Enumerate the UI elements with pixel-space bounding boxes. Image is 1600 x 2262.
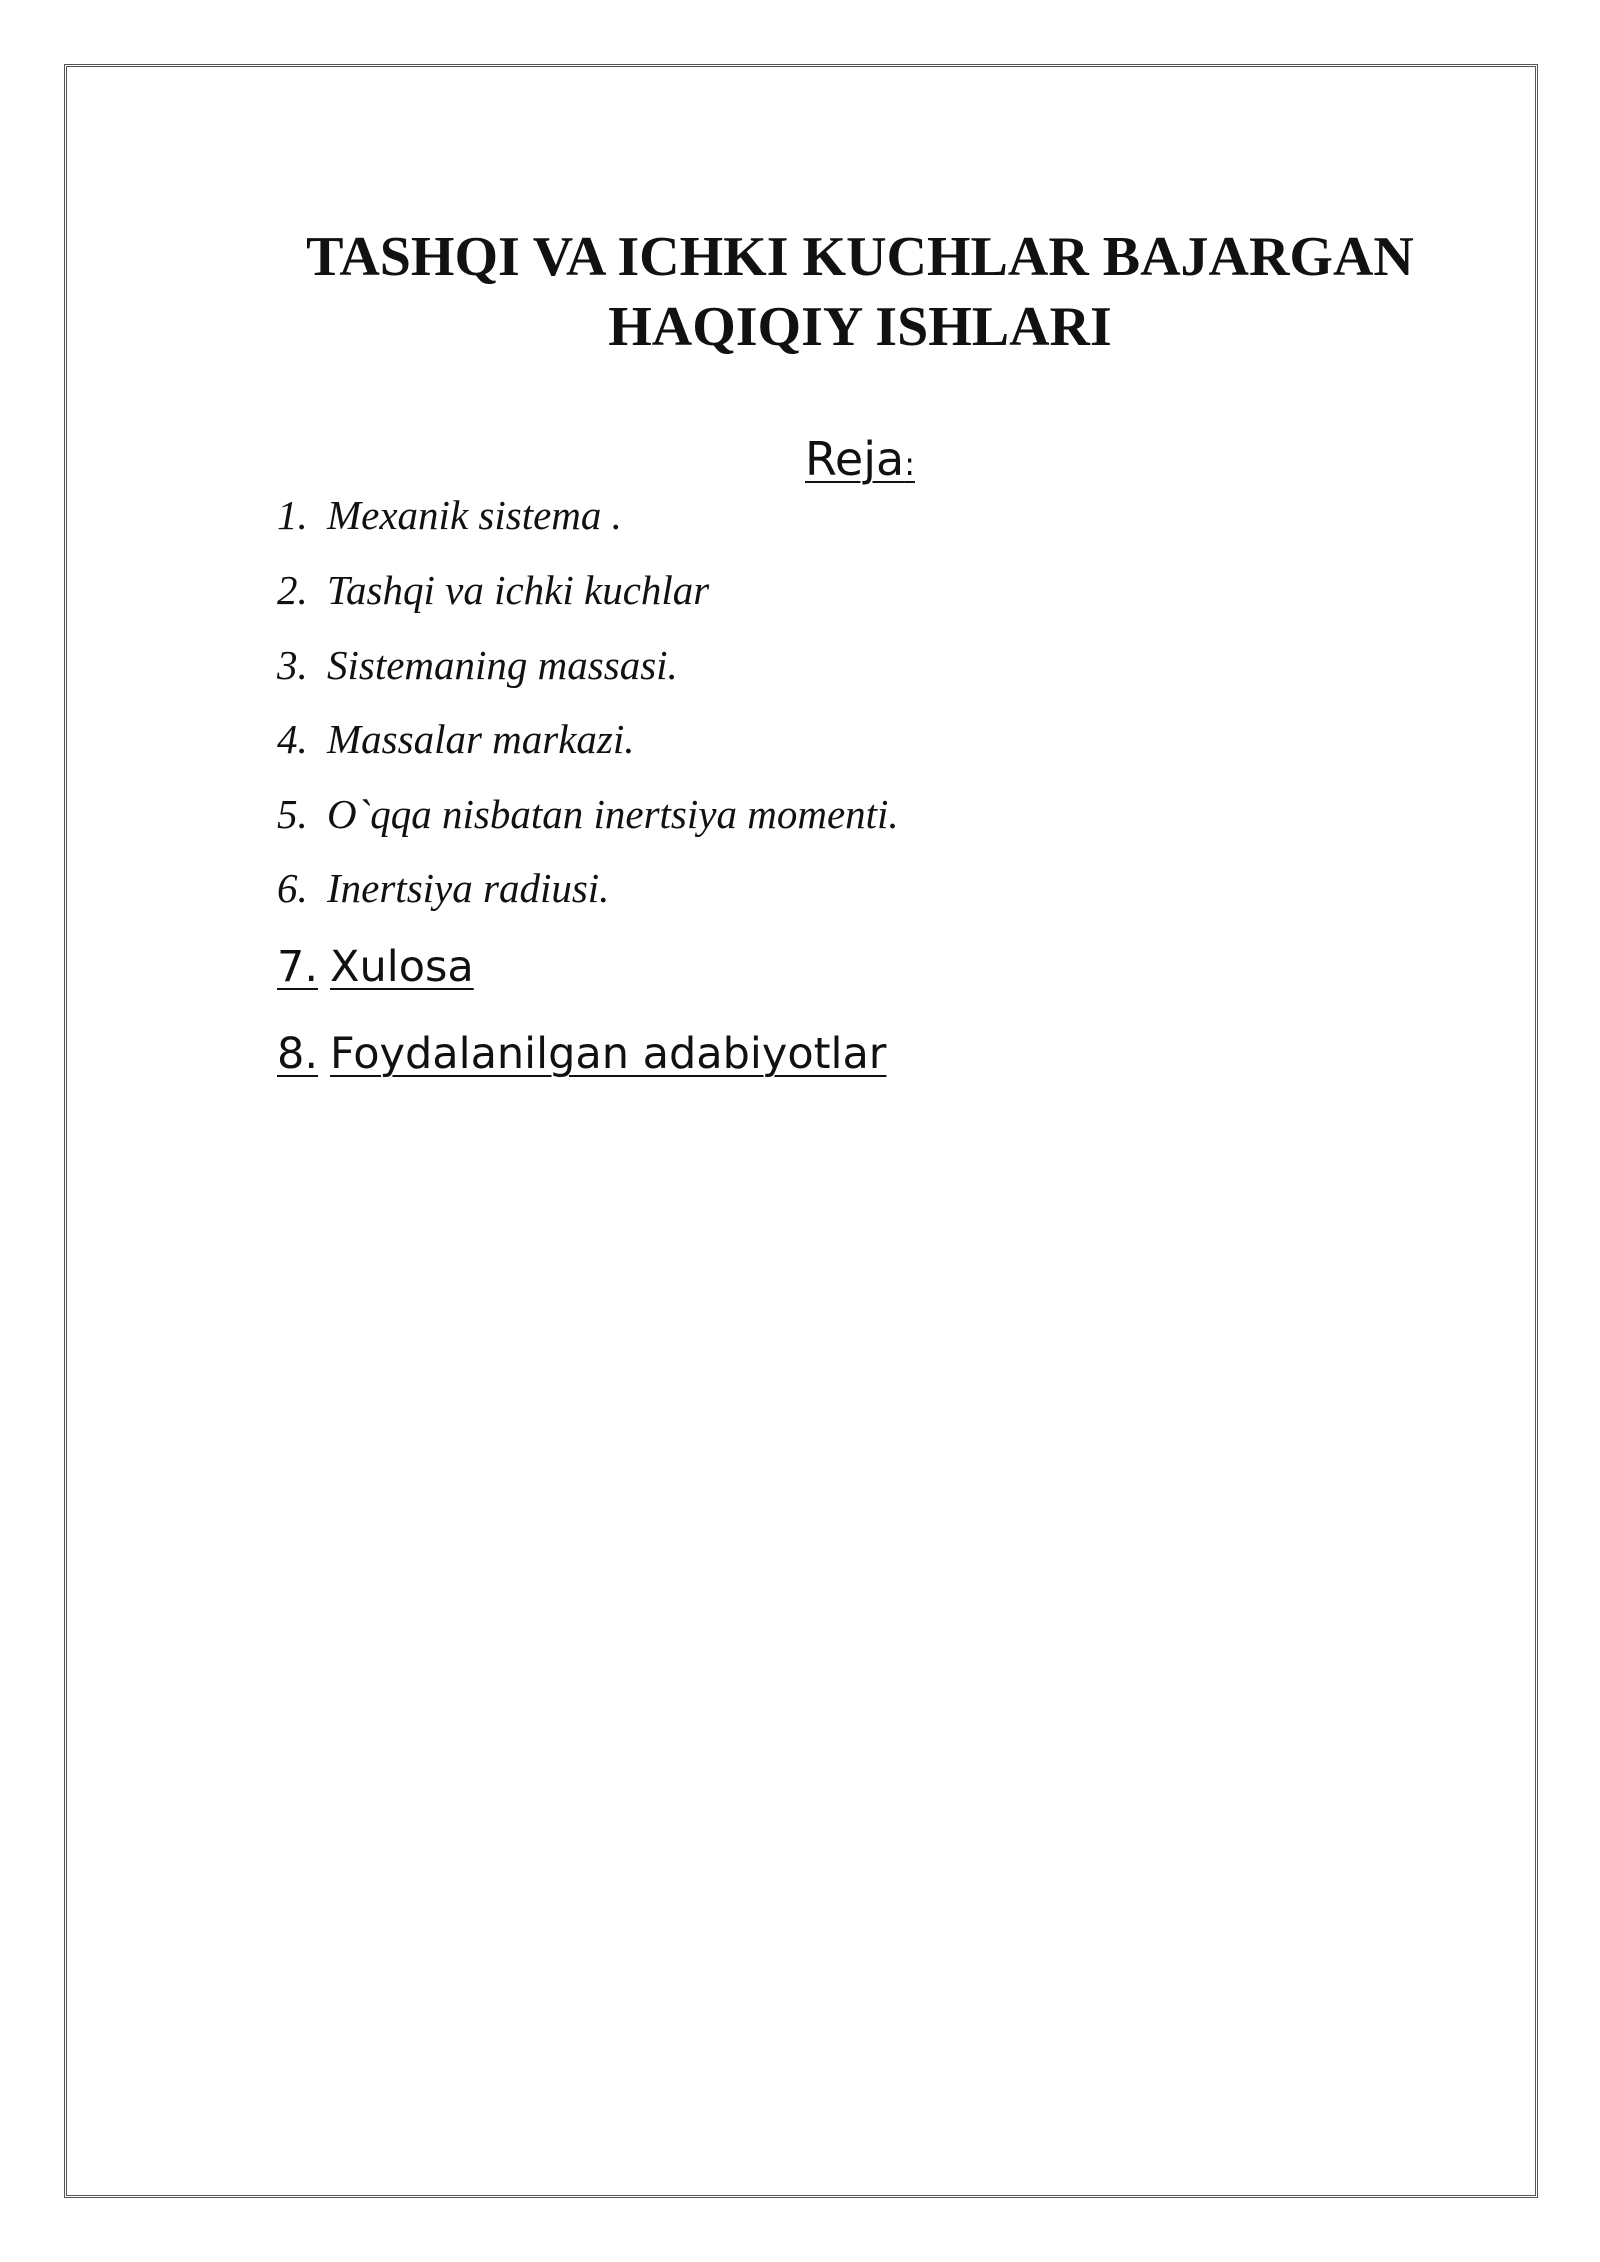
page-border xyxy=(64,64,1538,2198)
plan-item-number: 4. xyxy=(277,716,308,762)
plan-heading xyxy=(0,432,1600,486)
title-line-2: HAQIQIY ISHLARI xyxy=(608,296,1112,358)
plan-item-number: 6. xyxy=(277,865,308,911)
plan-item-number: 8. xyxy=(277,1029,319,1079)
plan-heading-text: Reja xyxy=(805,432,905,486)
plan-item-8 xyxy=(277,1029,886,1079)
plan-heading-colon: : xyxy=(904,445,915,483)
plan-item-number: 1. xyxy=(277,492,308,538)
plan-item-text: O`qqa nisbatan inertsiya momenti. xyxy=(327,791,899,837)
plan-item-7 xyxy=(277,942,474,992)
plan-item-4 xyxy=(277,714,635,764)
plan-item-text: Sistemaning massasi. xyxy=(327,642,678,688)
plan-item-number: 3. xyxy=(277,642,308,688)
plan-item-text: Xulosa xyxy=(330,942,474,992)
plan-item-text: Inertsiya radiusi. xyxy=(327,865,610,911)
plan-item-text: Massalar markazi. xyxy=(327,716,635,762)
plan-item-number: 5. xyxy=(277,791,308,837)
plan-item-3 xyxy=(277,640,678,690)
document-title xyxy=(230,222,1490,362)
plan-item-number: 7. xyxy=(277,942,319,992)
plan-item-2 xyxy=(277,565,709,615)
plan-item-text: Foydalanilgan adabiyotlar xyxy=(330,1029,887,1079)
plan-item-number: 2. xyxy=(277,567,308,613)
plan-item-6 xyxy=(277,863,609,913)
plan-item-text: Mexanik sistema . xyxy=(327,492,622,538)
plan-item-5 xyxy=(277,789,899,839)
title-line-1: TASHQI VA ICHKI KUCHLAR BAJARGAN xyxy=(306,226,1414,288)
plan-item-1 xyxy=(277,490,622,540)
plan-item-text: Tashqi va ichki kuchlar xyxy=(327,567,710,613)
